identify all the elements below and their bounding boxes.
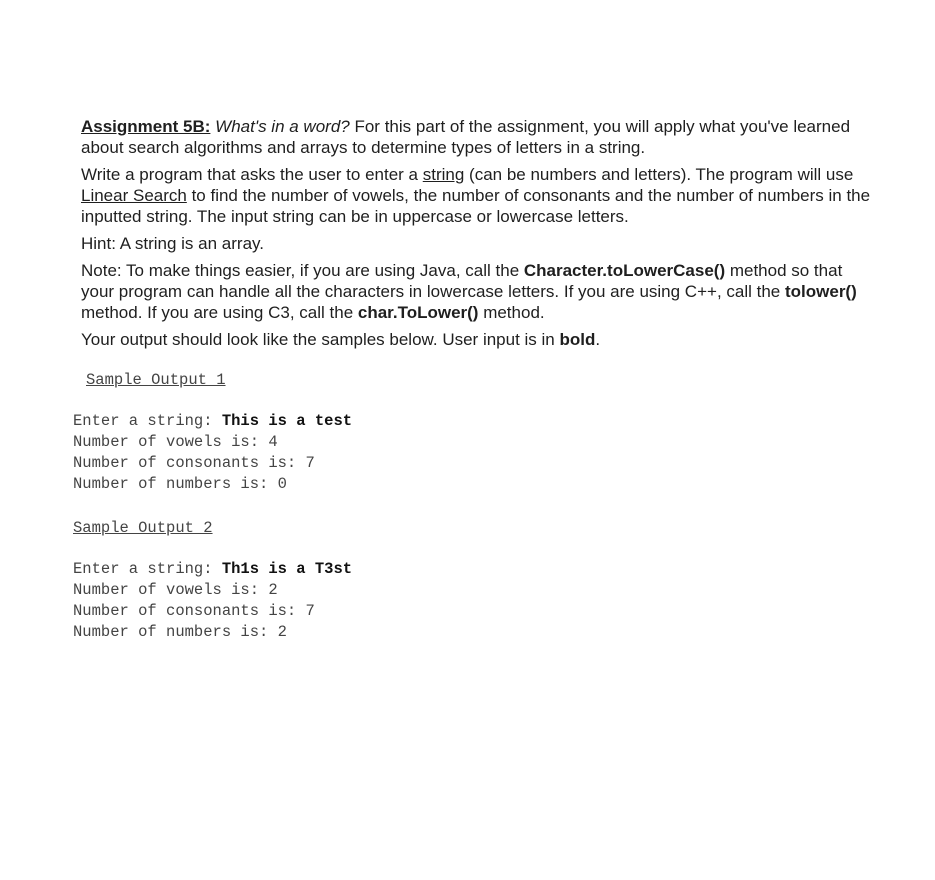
note-paragraph xyxy=(81,260,871,323)
user-input: This is a test xyxy=(221,412,353,430)
output-text-1: Your output should look like the samples below. User input is in xyxy=(81,330,560,349)
numbers-line: Number of numbers is: 2 xyxy=(73,623,287,641)
java-method: Character.toLowerCase() xyxy=(523,261,726,280)
consonants-line: Number of consonants is: 7 xyxy=(73,454,315,472)
consonants-line: Number of consonants is: 7 xyxy=(73,602,315,620)
numbers-line: Number of numbers is: 0 xyxy=(73,475,287,493)
vowels-line: Number of vowels is: 4 xyxy=(73,433,278,451)
note-text-2: method so that your program can handle all the characters in lowercase letters. If you are using C++, call the xyxy=(81,261,843,301)
task-paragraph xyxy=(81,164,871,227)
intro-paragraph xyxy=(81,116,871,158)
csharp-method: char.ToLower() xyxy=(357,303,479,322)
prompt-line xyxy=(73,560,352,578)
note-text-1: Note: To make things easier, if you are using Java, call the xyxy=(81,261,524,280)
assignment-heading: Assignment 5B: xyxy=(81,117,211,136)
linear-search-link[interactable]: Linear Search xyxy=(81,186,187,205)
cpp-method: tolower() xyxy=(784,282,857,301)
assignment-subtitle: What's in a word? xyxy=(215,117,350,136)
user-input: Th1s is a T3st xyxy=(221,560,353,578)
prompt-text: Enter a string: xyxy=(73,560,222,578)
task-text-3: to find the number of vowels, the number of consonants and the number of numbers in the inputted string. The input string can be in uppercase or lowercase letters. xyxy=(81,186,871,226)
prompt-line xyxy=(73,412,352,430)
intro-text: For this part of the assignment, you will apply what you've learned about search algorithms and arrays to determine types of letters in a string. xyxy=(81,117,851,157)
note-text-3: method. If you are using C3, call the xyxy=(81,303,358,322)
task-text-2: (can be numbers and letters). The program will use xyxy=(464,165,854,184)
prompt-text: Enter a string: xyxy=(73,412,222,430)
output-paragraph xyxy=(81,329,871,350)
hint-paragraph: Hint: A string is an array. xyxy=(81,234,264,253)
note-text-4: method. xyxy=(478,303,545,322)
sample-title: Sample Output 1 xyxy=(86,371,226,389)
vowels-line: Number of vowels is: 2 xyxy=(73,581,278,599)
string-link[interactable]: string xyxy=(422,165,465,184)
assignment-text xyxy=(81,116,871,356)
output-text-2: . xyxy=(595,330,601,349)
task-text-1: Write a program that asks the user to enter a xyxy=(81,165,423,184)
bold-word: bold xyxy=(559,330,596,349)
sample-title: Sample Output 2 xyxy=(73,519,213,537)
